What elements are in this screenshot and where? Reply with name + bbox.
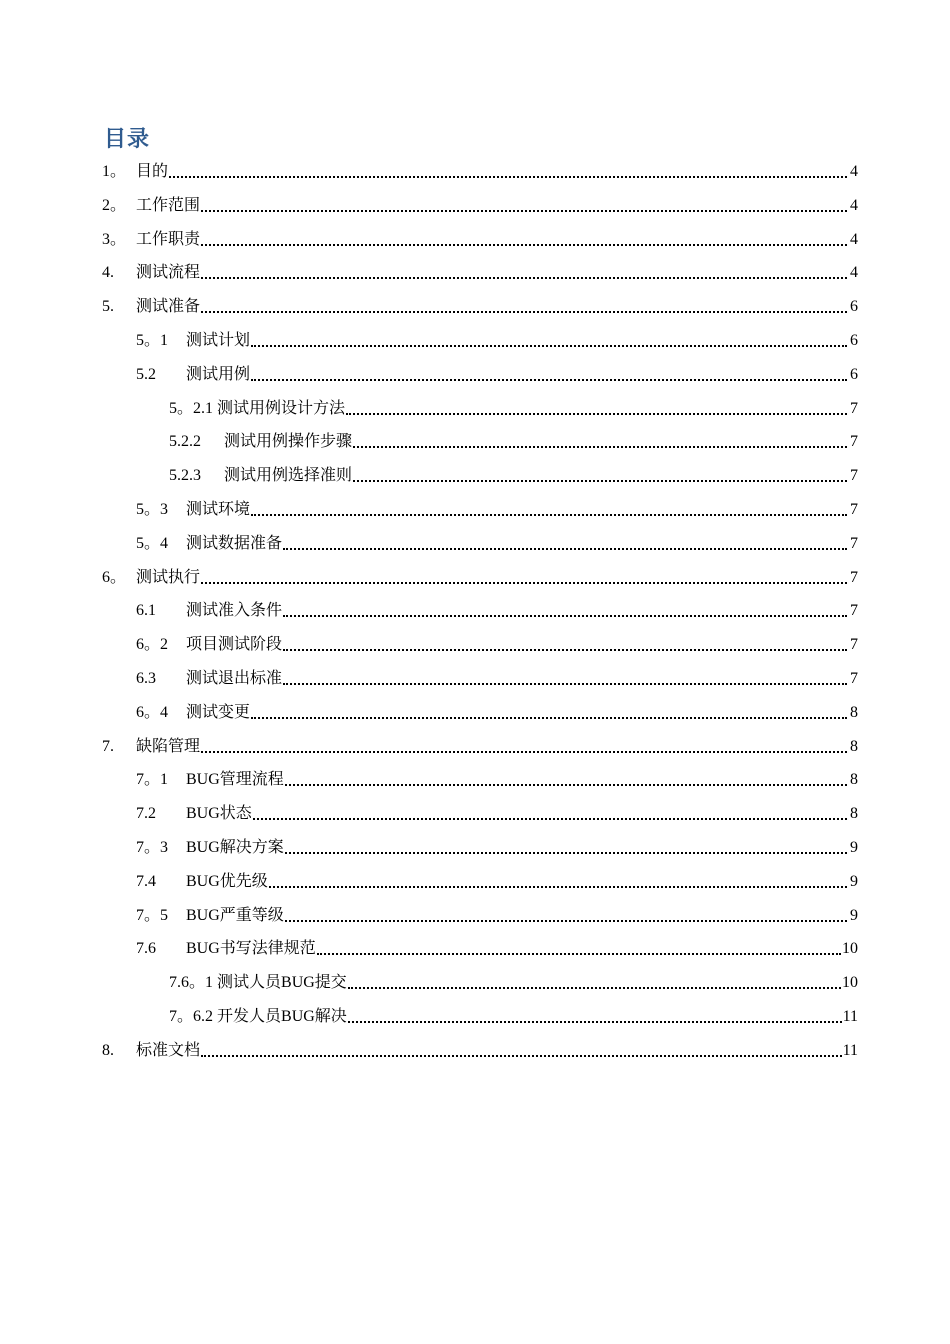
toc-entry-number: 7.6。1 xyxy=(169,974,214,992)
toc-entry-title: 测试人员BUG提交 xyxy=(217,974,347,992)
toc-entry-title: 标准文档 xyxy=(136,1041,201,1059)
toc-dot-leader xyxy=(201,244,847,246)
toc-entry-page-number: 7 xyxy=(850,501,858,518)
toc-dot-leader xyxy=(285,784,847,786)
toc-entry-title: 测试变更 xyxy=(186,703,251,721)
toc-entry-number: 5. xyxy=(102,298,114,316)
toc-entry[interactable] xyxy=(102,186,858,216)
toc-entry[interactable] xyxy=(136,524,858,554)
toc-dot-leader xyxy=(253,818,847,820)
toc-dot-leader xyxy=(353,446,847,448)
toc-entry-page-number: 7 xyxy=(850,670,858,687)
toc-title: 目录 xyxy=(104,127,151,152)
toc-entry[interactable] xyxy=(136,693,858,723)
toc-entry-number: 4. xyxy=(102,264,114,282)
toc-entry-number: 8. xyxy=(102,1041,114,1059)
toc-entry-title: 测试准入条件 xyxy=(186,602,283,620)
toc-entry-number: 6.3 xyxy=(136,670,156,687)
toc-dot-leader xyxy=(269,886,847,888)
toc-entry-page-number: 6 xyxy=(850,298,858,316)
toc-dot-leader xyxy=(348,987,841,989)
toc-entry[interactable] xyxy=(136,828,858,858)
toc-entry-number: 6。4 xyxy=(136,703,169,721)
toc-entry-title: 测试用例选择准则 xyxy=(224,467,353,485)
toc-entry[interactable] xyxy=(169,422,858,452)
toc-entry-title: 工作职责 xyxy=(136,230,201,248)
toc-entry-number: 7。1 xyxy=(136,771,169,789)
toc-entry-page-number: 8 xyxy=(850,771,858,789)
toc-entry-title: 测试用例设计方法 xyxy=(217,399,346,417)
toc-entry-page-number: 4 xyxy=(850,163,858,180)
toc-dot-leader xyxy=(317,953,841,955)
toc-entry-title: 测试数据准备 xyxy=(186,534,283,552)
toc-entry[interactable] xyxy=(169,389,858,419)
toc-entry-number: 7.4 xyxy=(136,872,156,890)
toc-entry-page-number: 8 xyxy=(850,703,858,721)
toc-entry[interactable] xyxy=(136,896,858,926)
toc-dot-leader xyxy=(283,548,847,550)
toc-entry[interactable] xyxy=(102,1031,858,1061)
toc-entry-title: 测试用例 xyxy=(186,365,251,383)
toc-entry-title: BUG管理流程 xyxy=(186,771,284,789)
toc-entry-page-number: 7 xyxy=(850,568,858,586)
toc-entry-page-number: 7 xyxy=(850,467,858,485)
toc-entry-page-number: 7 xyxy=(850,602,858,620)
toc-entry-number: 5。3 xyxy=(136,501,169,518)
toc-entry-number: 5。1 xyxy=(136,332,169,349)
toc-entry-number: 5.2 xyxy=(136,365,156,383)
toc-entry-page-number: 11 xyxy=(842,1041,858,1059)
toc-entry-title: 开发人员BUG解决 xyxy=(217,1008,347,1025)
toc-dot-leader xyxy=(201,277,847,279)
toc-entry-page-number: 10 xyxy=(842,974,858,992)
toc-dot-leader xyxy=(285,920,847,922)
toc-dot-leader xyxy=(251,345,847,347)
toc-dot-leader xyxy=(201,751,847,753)
toc-entry-number: 7。3 xyxy=(136,839,169,856)
toc-entry[interactable] xyxy=(136,794,858,824)
toc-entry[interactable] xyxy=(169,963,858,993)
toc-entry-title: 测试计划 xyxy=(186,332,251,349)
toc-entry-page-number: 11 xyxy=(842,1008,858,1025)
toc-entry-page-number: 9 xyxy=(850,839,858,856)
toc-entry-page-number: 8 xyxy=(850,805,858,823)
toc-entry-title: 目的 xyxy=(136,163,169,180)
toc-entry-title: BUG严重等级 xyxy=(186,906,284,924)
toc-entry-number: 7.2 xyxy=(136,805,156,823)
toc-entry-number: 5.2.2 xyxy=(169,433,201,451)
toc-entry-title: BUG状态 xyxy=(186,805,252,823)
toc-entry-title: 项目测试阶段 xyxy=(186,636,283,654)
toc-entry[interactable] xyxy=(136,625,858,655)
toc-dot-leader xyxy=(346,413,847,415)
toc-dot-leader xyxy=(251,379,847,381)
toc-entry-number: 7. xyxy=(102,737,114,755)
toc-entry-title: 缺陷管理 xyxy=(136,737,201,755)
toc-entry-page-number: 6 xyxy=(850,332,858,349)
toc-dot-leader xyxy=(201,1055,842,1057)
toc-entry[interactable] xyxy=(102,558,858,588)
toc-entry[interactable] xyxy=(102,220,858,250)
toc-entry-number: 7。6.2 xyxy=(169,1008,214,1025)
toc-entry-page-number: 7 xyxy=(850,534,858,552)
toc-entry-number: 2。 xyxy=(102,196,127,214)
toc-entry-page-number: 4 xyxy=(850,196,858,214)
toc-dot-leader xyxy=(201,311,847,313)
toc-entry[interactable] xyxy=(169,456,858,486)
toc-entry[interactable] xyxy=(136,490,858,520)
toc-entry[interactable] xyxy=(136,355,858,385)
toc-entry[interactable] xyxy=(136,591,858,621)
toc-entry-title: 测试流程 xyxy=(136,264,201,282)
toc-entry[interactable] xyxy=(102,727,858,757)
toc-entry[interactable] xyxy=(136,659,858,689)
toc-entry-page-number: 10 xyxy=(842,940,858,958)
toc-entry-page-number: 6 xyxy=(850,365,858,383)
toc-dot-leader xyxy=(201,582,847,584)
toc-entry-number: 5.2.3 xyxy=(169,467,201,485)
toc-dot-leader xyxy=(353,480,847,482)
toc-entry-number: 6。 xyxy=(102,568,127,586)
toc-entry[interactable] xyxy=(102,152,858,182)
toc-dot-leader xyxy=(251,514,847,516)
toc-entry[interactable] xyxy=(102,287,858,317)
toc-entry-title: BUG书写法律规范 xyxy=(186,940,316,958)
toc-entry-number: 7。5 xyxy=(136,906,169,924)
toc-entry-page-number: 8 xyxy=(850,737,858,755)
toc-entry-page-number: 7 xyxy=(850,433,858,451)
toc-dot-leader xyxy=(201,210,847,212)
toc-entry[interactable] xyxy=(136,321,858,351)
toc-entry-number: 1。 xyxy=(102,163,127,180)
toc-entry-page-number: 4 xyxy=(850,230,858,248)
toc-entry-title: 测试退出标准 xyxy=(186,670,283,687)
toc-entry[interactable] xyxy=(102,253,858,283)
toc-entry[interactable] xyxy=(136,862,858,892)
toc-entry[interactable] xyxy=(169,997,858,1027)
toc-entry-title: 测试用例操作步骤 xyxy=(224,433,353,451)
toc-entry-number: 6.1 xyxy=(136,602,156,620)
toc-entry-number: 6。2 xyxy=(136,636,169,654)
toc-dot-leader xyxy=(348,1021,842,1023)
toc-entry-number: 7.6 xyxy=(136,940,156,958)
toc-entry-page-number: 4 xyxy=(850,264,858,282)
toc-entry[interactable] xyxy=(136,929,858,959)
toc-entry-title: 工作范围 xyxy=(136,196,201,214)
toc-entry-number: 5。4 xyxy=(136,534,169,552)
toc-entry-title: 测试准备 xyxy=(136,298,201,316)
toc-entry-page-number: 7 xyxy=(850,636,858,654)
toc-entry-page-number: 7 xyxy=(850,399,858,417)
toc-entry-page-number: 9 xyxy=(850,906,858,924)
toc-entry-number: 5。2.1 xyxy=(169,399,214,417)
toc-dot-leader xyxy=(283,683,847,685)
toc-entry-number: 3。 xyxy=(102,230,127,248)
toc-dot-leader xyxy=(285,852,847,854)
toc-dot-leader xyxy=(283,649,847,651)
toc-entry-title: 测试环境 xyxy=(186,501,251,518)
toc-entry-title: BUG优先级 xyxy=(186,872,268,890)
toc-dot-leader xyxy=(283,615,847,617)
toc-entry-page-number: 9 xyxy=(850,872,858,890)
toc-entry[interactable] xyxy=(136,760,858,790)
toc-entry-title: 测试执行 xyxy=(136,568,201,586)
toc-dot-leader xyxy=(251,717,847,719)
toc-dot-leader xyxy=(169,176,847,178)
toc-entry-title: BUG解决方案 xyxy=(186,839,284,856)
